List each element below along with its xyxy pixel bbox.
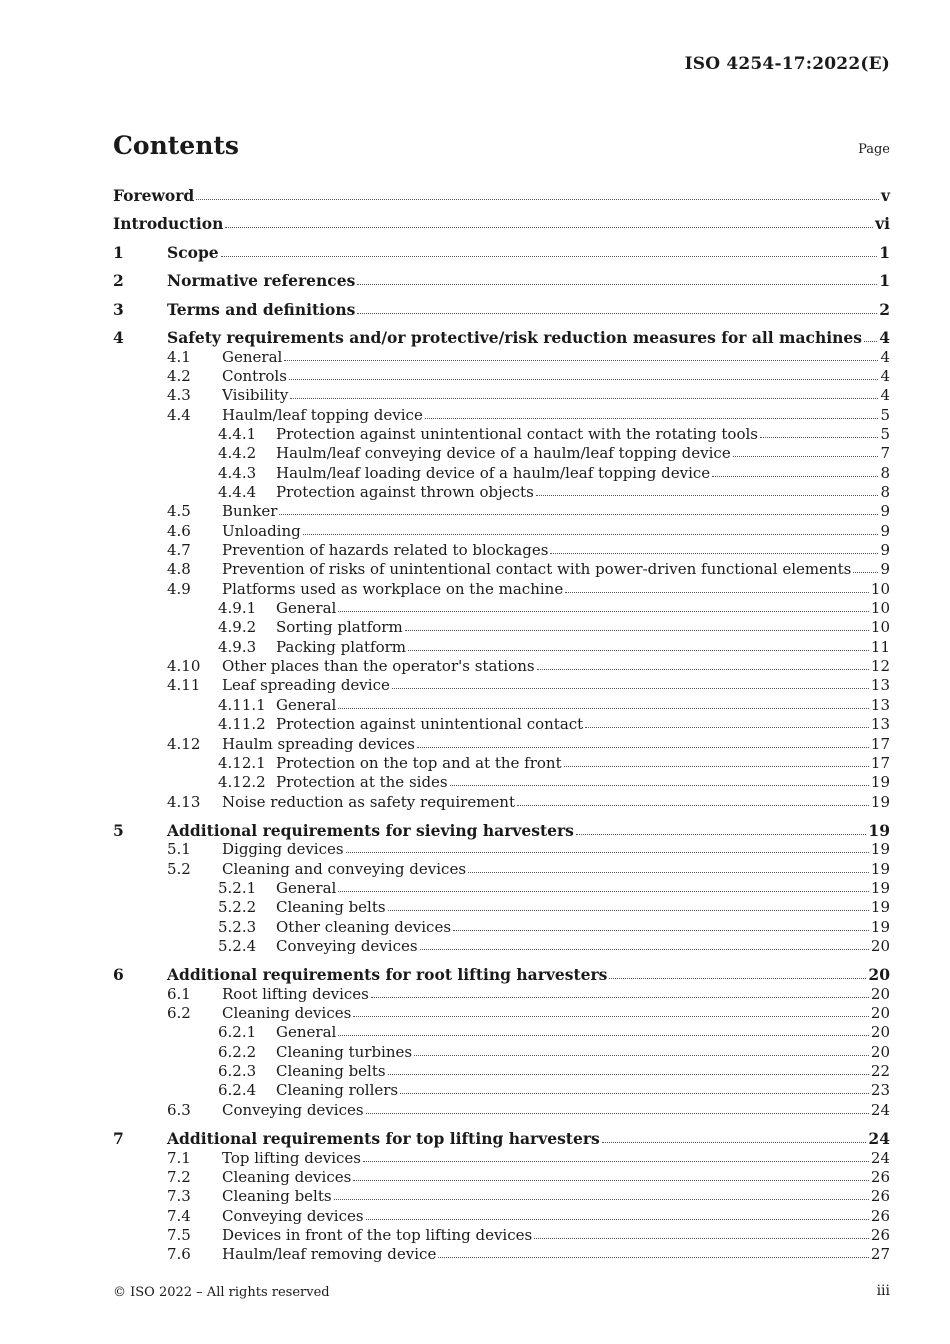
dot-leader xyxy=(353,1013,869,1017)
toc-entry-title: Conveying devices xyxy=(222,1101,364,1119)
toc-entry-number: 4.9.3 xyxy=(218,638,257,656)
toc-entry-title: Packing platform xyxy=(276,638,407,656)
dot-leader xyxy=(453,927,869,931)
toc-entry-title: Safety requirements and/or protective/risk reduction measures for all machines xyxy=(167,328,862,347)
toc-entry-number: 4.10 xyxy=(167,657,201,675)
toc-entry[interactable] xyxy=(113,483,890,502)
toc-entry[interactable] xyxy=(113,1081,890,1100)
dot-leader xyxy=(853,569,878,573)
toc-entry[interactable] xyxy=(113,793,890,812)
dot-leader xyxy=(517,802,869,806)
toc-entry-title: General xyxy=(276,879,337,897)
dot-leader xyxy=(712,473,878,477)
toc-entry[interactable] xyxy=(113,1207,890,1226)
toc-entry-page: 2 xyxy=(879,300,890,319)
dot-leader xyxy=(221,253,878,257)
dot-leader xyxy=(353,1177,869,1181)
toc-entry-title: General xyxy=(276,599,337,617)
dot-leader xyxy=(338,608,869,612)
toc-entry-title: Cleaning turbines xyxy=(276,1043,413,1061)
toc-entry-title: Digging devices xyxy=(222,840,344,858)
toc-entry-title: Prevention of risks of unintentional contact with power-driven functional elements xyxy=(222,560,852,578)
toc-entry[interactable] xyxy=(113,1226,890,1245)
toc-entry-number: 4.12.2 xyxy=(218,773,266,791)
toc-entry-page: 10 xyxy=(870,580,890,598)
toc-entry-number: 6.2.3 xyxy=(218,1062,257,1080)
toc-entry[interactable] xyxy=(113,860,890,879)
toc-entry-page: 20 xyxy=(870,937,890,955)
toc-entry-page: vi xyxy=(875,214,890,233)
toc-entry-page: 20 xyxy=(870,1004,890,1022)
toc-entry-number: 4.11.1 xyxy=(218,696,266,714)
toc-entry-title: Cleaning devices xyxy=(222,1168,352,1186)
dot-leader xyxy=(760,434,878,438)
toc-entry-page: 8 xyxy=(880,483,890,501)
dot-leader xyxy=(585,724,869,728)
toc-entry-page: 1 xyxy=(879,243,890,262)
toc-entry-page: 5 xyxy=(880,425,890,443)
toc-entry-page: 9 xyxy=(880,560,890,578)
toc-entry-number: 3 xyxy=(113,300,124,319)
dot-leader xyxy=(438,1254,869,1258)
toc-entry[interactable] xyxy=(113,464,890,483)
toc-entry-number: 6.1 xyxy=(167,985,191,1003)
toc-entry[interactable] xyxy=(113,840,890,859)
toc-entry[interactable] xyxy=(113,367,890,386)
toc-entry[interactable] xyxy=(113,618,890,637)
toc-entry[interactable] xyxy=(113,657,890,676)
toc-entry-page: 22 xyxy=(870,1062,890,1080)
toc-entry-page: 10 xyxy=(870,618,890,636)
toc-entry[interactable] xyxy=(113,386,890,405)
dot-leader xyxy=(225,224,873,228)
dot-leader xyxy=(334,1196,869,1200)
toc-entry-page: 8 xyxy=(880,464,890,482)
dot-leader xyxy=(338,888,869,892)
toc-entry-title: Cleaning belts xyxy=(276,1062,386,1080)
toc-entry[interactable] xyxy=(113,1168,890,1187)
toc-entry-number: 6.2.4 xyxy=(218,1081,257,1099)
copyright-notice: © ISO 2022 – All rights reserved xyxy=(113,1285,330,1300)
toc-entry[interactable] xyxy=(113,918,890,937)
toc-entry-number: 4.4 xyxy=(167,406,191,424)
toc-entry-title: Additional requirements for root lifting harvesters xyxy=(167,965,608,984)
toc-entry[interactable] xyxy=(113,541,890,560)
toc-entry[interactable] xyxy=(113,985,890,1004)
toc-entry-title: Leaf spreading device xyxy=(222,676,390,694)
toc-entry[interactable] xyxy=(113,300,890,319)
toc-entry-page: 4 xyxy=(880,348,890,366)
dot-leader xyxy=(425,415,879,419)
toc-entry-page: 13 xyxy=(870,696,890,714)
toc-entry-title: Sorting platform xyxy=(276,618,403,636)
toc-entry-title: Haulm/leaf removing device xyxy=(222,1245,437,1263)
toc-entry-number: 2 xyxy=(113,271,124,290)
toc-entry-title: Conveying devices xyxy=(222,1207,364,1225)
toc-entry-page: 4 xyxy=(880,386,890,404)
toc-entry-page: 24 xyxy=(870,1101,890,1119)
dot-leader xyxy=(392,685,869,689)
dot-leader xyxy=(405,627,869,631)
toc-entry[interactable] xyxy=(113,735,890,754)
dot-leader xyxy=(388,907,869,911)
toc-entry-number: 4.9.1 xyxy=(218,599,257,617)
dot-leader xyxy=(363,1158,869,1162)
dot-leader xyxy=(196,196,879,200)
dot-leader xyxy=(346,849,869,853)
toc-entry-number: 4.8 xyxy=(167,560,191,578)
toc-entry-title: Additional requirements for top lifting harvesters xyxy=(167,1129,600,1148)
toc-entry-title: Cleaning belts xyxy=(276,898,386,916)
toc-entry[interactable] xyxy=(113,965,890,984)
toc-entry-number: 6.2.2 xyxy=(218,1043,257,1061)
toc-entry[interactable] xyxy=(113,1101,890,1120)
toc-entry[interactable] xyxy=(113,599,890,618)
toc-entry-page: 10 xyxy=(870,599,890,617)
toc-entry-page: 19 xyxy=(870,918,890,936)
toc-entry-page: 20 xyxy=(870,1023,890,1041)
toc-entry-number: 4.11.2 xyxy=(218,715,266,733)
toc-entry-page: 26 xyxy=(870,1187,890,1205)
toc-entry-page: 9 xyxy=(880,541,890,559)
toc-entry-number: 4.7 xyxy=(167,541,191,559)
toc-entry[interactable] xyxy=(113,580,890,599)
toc-entry-number: 5.1 xyxy=(167,840,191,858)
toc-entry-page: 17 xyxy=(870,754,890,772)
toc-entry-page: 19 xyxy=(870,773,890,791)
toc-entry-title: Controls xyxy=(222,367,287,385)
toc-entry-page: 9 xyxy=(880,502,890,520)
toc-entry-number: 6.2 xyxy=(167,1004,191,1022)
toc-entry-number: 7.6 xyxy=(167,1245,191,1263)
toc-entry-title: Protection at the sides xyxy=(276,773,448,791)
toc-entry-title: Cleaning and conveying devices xyxy=(222,860,467,878)
dot-leader xyxy=(279,511,878,515)
toc-entry-page: 12 xyxy=(870,657,890,675)
toc-entry-title: Protection against unintentional contact with the rotating tools xyxy=(276,425,758,443)
toc-entry-title: Other cleaning devices xyxy=(276,918,452,936)
toc-entry[interactable] xyxy=(113,1043,890,1062)
toc-entry-title: Cleaning rollers xyxy=(276,1081,399,1099)
toc-entry[interactable] xyxy=(113,186,890,205)
dot-leader xyxy=(468,869,869,873)
toc-entry[interactable] xyxy=(113,1245,890,1264)
dot-leader xyxy=(289,376,879,380)
toc-entry[interactable] xyxy=(113,898,890,917)
toc-entry-number: 6 xyxy=(113,965,124,984)
toc-entry-title: Protection against unintentional contact xyxy=(276,715,584,733)
toc-entry-number: 4.9 xyxy=(167,580,191,598)
toc-entry-number: 4.6 xyxy=(167,522,191,540)
toc-entry[interactable] xyxy=(113,754,890,773)
dot-leader xyxy=(733,453,879,457)
toc-entry-title: Haulm/leaf loading device of a haulm/leaf topping device xyxy=(276,464,711,482)
toc-entry-title: Unloading xyxy=(222,522,301,540)
toc-entry-number: 7.1 xyxy=(167,1149,191,1167)
dot-leader xyxy=(550,550,878,554)
toc-entry-page: 4 xyxy=(880,367,890,385)
dot-leader xyxy=(534,1235,869,1239)
dot-leader xyxy=(536,492,879,496)
dot-leader xyxy=(338,1032,869,1036)
toc-entry-number: 4.12.1 xyxy=(218,754,266,772)
toc-entry-page: 9 xyxy=(880,522,890,540)
toc-entry-page: 19 xyxy=(868,821,890,840)
dot-leader xyxy=(366,1216,869,1220)
toc-entry[interactable] xyxy=(113,425,890,444)
toc-entry-number: 4.4.2 xyxy=(218,444,257,462)
toc-entry-title: Visibility xyxy=(222,386,289,404)
toc-entry-title: Normative references xyxy=(167,271,356,290)
toc-entry-number: 7.2 xyxy=(167,1168,191,1186)
toc-entry[interactable] xyxy=(113,1062,890,1081)
dot-leader xyxy=(450,782,869,786)
toc-entry-number: 4 xyxy=(113,328,124,347)
toc-entry-number: 5.2.1 xyxy=(218,879,257,897)
dot-leader xyxy=(576,831,867,835)
toc-entry-title: Haulm/leaf topping device xyxy=(222,406,423,424)
toc-entry-title: General xyxy=(276,696,337,714)
dot-leader xyxy=(414,1052,869,1056)
dot-leader xyxy=(564,763,869,767)
toc-entry[interactable] xyxy=(113,522,890,541)
toc-entry-number: 5.2.4 xyxy=(218,937,257,955)
toc-entry[interactable] xyxy=(113,937,890,956)
dot-leader xyxy=(602,1139,867,1143)
toc-entry[interactable] xyxy=(113,1149,890,1168)
toc-entry[interactable] xyxy=(113,1004,890,1023)
toc-entry-title: Protection on the top and at the front xyxy=(276,754,562,772)
page-column-label: Page xyxy=(858,142,890,157)
dot-leader xyxy=(303,531,879,535)
toc-entry-page: 19 xyxy=(870,860,890,878)
toc-entry[interactable] xyxy=(113,214,890,233)
toc-entry-number: 6.3 xyxy=(167,1101,191,1119)
toc-entry-page: 26 xyxy=(870,1168,890,1186)
toc-entry[interactable] xyxy=(113,1023,890,1042)
toc-entry-page: 19 xyxy=(870,898,890,916)
dot-leader xyxy=(357,281,877,285)
toc-entry-title: Root lifting devices xyxy=(222,985,369,1003)
toc-entry-page: 13 xyxy=(870,676,890,694)
toc-entry-page: 19 xyxy=(870,840,890,858)
toc-entry-title: Noise reduction as safety requirement xyxy=(222,793,515,811)
toc-entry-number: 4.5 xyxy=(167,502,191,520)
toc-entry-number: 1 xyxy=(113,243,124,262)
toc-entry-title: Introduction xyxy=(113,214,224,233)
toc-entry-number: 5.2.3 xyxy=(218,918,257,936)
toc-entry-number: 7.5 xyxy=(167,1226,191,1244)
dot-leader xyxy=(565,589,869,593)
dot-leader xyxy=(388,1071,869,1075)
toc-entry[interactable] xyxy=(113,560,890,579)
dot-leader xyxy=(338,705,869,709)
toc-entry-page: 7 xyxy=(880,444,890,462)
document-id: ISO 4254-17:2022(E) xyxy=(684,54,890,74)
toc-entry-title: Top lifting devices xyxy=(222,1149,361,1167)
toc-entry-title: Foreword xyxy=(113,186,195,205)
toc-entry-number: 5.2.2 xyxy=(218,898,257,916)
toc-entry-number: 4.9.2 xyxy=(218,618,257,636)
toc-entry-number: 7.4 xyxy=(167,1207,191,1225)
toc-entry-page: 26 xyxy=(870,1207,890,1225)
toc-entry-title: Other places than the operator's stations xyxy=(222,657,535,675)
toc-entry-title: Protection against thrown objects xyxy=(276,483,534,501)
toc-entry-number: 7.3 xyxy=(167,1187,191,1205)
toc-entry-title: Bunker xyxy=(222,502,278,520)
toc-entry-page: 24 xyxy=(868,1129,890,1148)
toc-entry[interactable] xyxy=(113,271,890,290)
toc-entry[interactable] xyxy=(113,1129,890,1148)
toc-entry-page: 19 xyxy=(870,793,890,811)
toc-entry-title: Haulm/leaf conveying device of a haulm/leaf topping device xyxy=(276,444,731,462)
toc-entry-title: Cleaning devices xyxy=(222,1004,352,1022)
contents-title: Contents xyxy=(113,131,240,160)
dot-leader xyxy=(420,946,869,950)
toc-entry-page: 23 xyxy=(870,1081,890,1099)
toc-entry-page: 20 xyxy=(870,985,890,1003)
dot-leader xyxy=(366,1110,869,1114)
toc-entry-page: 1 xyxy=(879,271,890,290)
toc-entry-page: 24 xyxy=(870,1149,890,1167)
toc-entry-title: Devices in front of the top lifting devices xyxy=(222,1226,533,1244)
dot-leader xyxy=(371,994,869,998)
toc-entry-title: Conveying devices xyxy=(276,937,418,955)
dot-leader xyxy=(357,310,877,314)
toc-entry-title: Scope xyxy=(167,243,219,262)
toc-entry-number: 5 xyxy=(113,821,124,840)
dot-leader xyxy=(609,975,866,979)
toc-entry-number: 4.2 xyxy=(167,367,191,385)
toc-entry-page: 4 xyxy=(879,328,890,347)
toc-entry-number: 4.13 xyxy=(167,793,201,811)
toc-entry-number: 4.3 xyxy=(167,386,191,404)
toc-entry-page: 26 xyxy=(870,1226,890,1244)
toc-entry[interactable] xyxy=(113,638,890,657)
toc-entry-title: Cleaning belts xyxy=(222,1187,332,1205)
toc-entry[interactable] xyxy=(113,676,890,695)
toc-entry-title: Terms and definitions xyxy=(167,300,356,319)
toc-entry[interactable] xyxy=(113,444,890,463)
toc-entry[interactable] xyxy=(113,715,890,734)
toc-entry-page: 13 xyxy=(870,715,890,733)
toc-entry-number: 4.12 xyxy=(167,735,201,753)
toc-entry-page: 17 xyxy=(870,735,890,753)
toc-entry-title: Platforms used as workplace on the machine xyxy=(222,580,564,598)
toc-entry-number: 7 xyxy=(113,1129,124,1148)
toc-entry-title: Haulm spreading devices xyxy=(222,735,415,753)
toc-entry-page: 19 xyxy=(870,879,890,897)
toc-entry[interactable] xyxy=(113,502,890,521)
toc-entry-number: 6.2.1 xyxy=(218,1023,257,1041)
toc-entry-number: 4.4.3 xyxy=(218,464,257,482)
toc-entry[interactable] xyxy=(113,696,890,715)
dot-leader xyxy=(417,744,869,748)
toc-entry-page: v xyxy=(880,186,890,205)
toc-entry[interactable] xyxy=(113,328,890,347)
toc-entry-page: 11 xyxy=(870,638,890,656)
toc-entry-page: 5 xyxy=(880,406,890,424)
dot-leader xyxy=(537,666,869,670)
toc-entry-number: 4.1 xyxy=(167,348,191,366)
toc-entry[interactable] xyxy=(113,1187,890,1206)
toc-entry[interactable] xyxy=(113,348,890,367)
toc-entry-page: 20 xyxy=(870,1043,890,1061)
dot-leader xyxy=(400,1090,869,1094)
toc-entry[interactable] xyxy=(113,821,890,840)
toc-entry-number: 4.11 xyxy=(167,676,201,694)
dot-leader xyxy=(284,357,878,361)
toc-entry-page: 27 xyxy=(870,1245,890,1263)
toc-entry-number: 4.4.4 xyxy=(218,483,257,501)
toc-entry-number: 4.4.1 xyxy=(218,425,257,443)
page-number: iii xyxy=(876,1283,890,1299)
dot-leader xyxy=(408,647,869,651)
dot-leader xyxy=(864,338,877,342)
toc-entry[interactable] xyxy=(113,879,890,898)
toc-entry-number: 5.2 xyxy=(167,860,191,878)
toc-entry-title: General xyxy=(222,348,283,366)
toc-entry[interactable] xyxy=(113,406,890,425)
toc-entry-page: 20 xyxy=(868,965,890,984)
dot-leader xyxy=(290,395,878,399)
toc-entry-title: Prevention of hazards related to blockages xyxy=(222,541,549,559)
toc-entry-title: General xyxy=(276,1023,337,1041)
toc-entry[interactable] xyxy=(113,773,890,792)
toc-entry[interactable] xyxy=(113,243,890,262)
toc-entry-title: Additional requirements for sieving harvesters xyxy=(167,821,574,840)
